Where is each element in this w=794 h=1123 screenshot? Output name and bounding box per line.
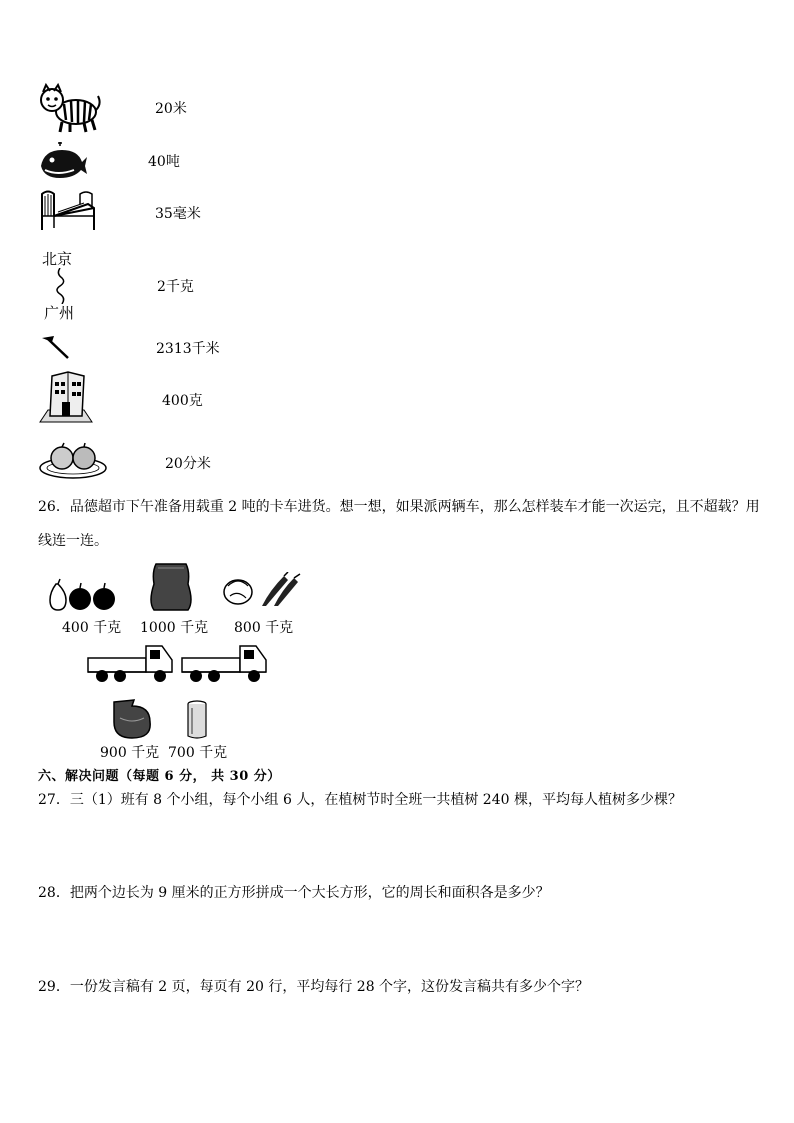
- truck-icon[interactable]: [86, 642, 174, 684]
- truck-icon[interactable]: [180, 642, 268, 684]
- bag-icon: [110, 698, 154, 740]
- nail-icon: [40, 334, 70, 360]
- unit-label: 2313千米: [156, 341, 220, 357]
- unit-label: 35毫米: [155, 206, 201, 222]
- section-title: 六、解决问题（每题 6 分， 共 30 分）: [38, 769, 281, 784]
- map-label-beijing: 北京: [42, 250, 73, 268]
- goods-label: 400 千克: [62, 620, 122, 636]
- building-icon: [38, 370, 94, 424]
- map-label-guangzhou: 广州: [44, 304, 75, 322]
- goods-label: 1000 千克: [140, 620, 209, 636]
- unit-label: 2千克: [157, 279, 194, 295]
- bed-icon: [38, 186, 96, 232]
- whale-icon: [38, 140, 88, 180]
- can-icon: [186, 700, 208, 740]
- goods-label: 900 千克: [100, 745, 160, 761]
- unit-label: 400克: [162, 393, 203, 409]
- map-icon: [42, 248, 82, 326]
- question-26-line2: 线连一连。: [38, 533, 108, 549]
- question-28: 28．把两个边长为 9 厘米的正方形拼成一个大长方形，它的周长和面积各是多少？: [38, 885, 550, 901]
- unit-label: 20米: [155, 101, 187, 117]
- question-26-line1: 26．品德超市下午准备用载重 2 吨的卡车进货。想一想，如果派两辆车，那么怎样装车才能一次运完，且不超载？用: [38, 499, 760, 515]
- unit-label: 40吨: [148, 154, 180, 170]
- sack-icon: [148, 562, 194, 612]
- unit-label: 20分米: [165, 456, 211, 472]
- goods-label: 800 千克: [234, 620, 294, 636]
- question-27: 27．三（1）班有 8 个小组，每个小组 6 人，在植树节时全班一共植树 240 棵，平均每人植树多少棵？: [38, 792, 682, 808]
- question-26: [38, 490, 758, 558]
- question-29: 29．一份发言稿有 2 页，每页有 20 行，平均每行 28 个字，这份发言稿共有多少个字？: [38, 979, 590, 995]
- vegetables-icon: [222, 572, 302, 608]
- tiger-icon: [38, 82, 102, 134]
- apples-plate-icon: [38, 440, 108, 480]
- fruit-icon: [46, 578, 120, 612]
- goods-label: 700 千克: [168, 745, 228, 761]
